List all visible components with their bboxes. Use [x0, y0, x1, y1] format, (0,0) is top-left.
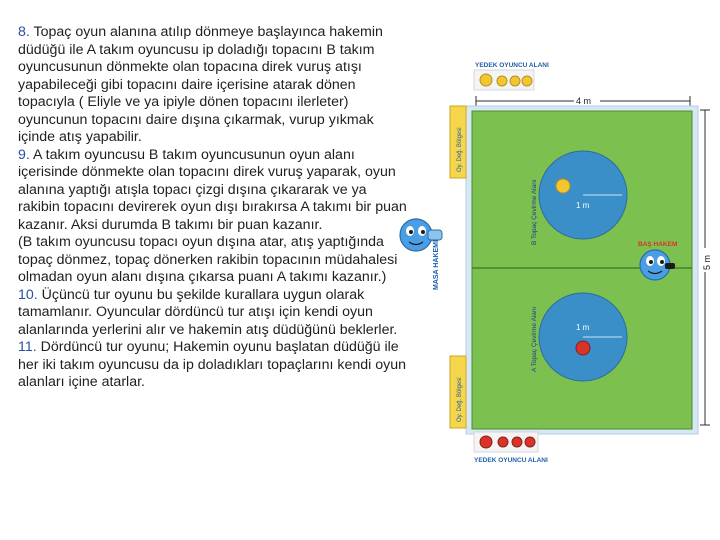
circle-a-label: A Topaç Çevirme Alanı	[531, 306, 538, 372]
team-b-top-icon	[556, 179, 570, 193]
table-referee-label: MASA HAKEMİ	[433, 240, 440, 290]
circle-a-radius-label: 1 m	[576, 323, 590, 332]
circle-b-radius-label: 1 m	[576, 201, 590, 210]
bottom-bench-players	[474, 432, 538, 452]
height-dimension	[699, 110, 712, 425]
rule-number: 10.	[18, 286, 38, 303]
team-b-player-icon	[480, 74, 492, 86]
top-bench-players	[474, 70, 534, 90]
bottom-bench-label: YEDEK OYUNCU ALANI	[474, 457, 548, 464]
head-referee-label: BAŞ HAKEM	[638, 241, 678, 248]
bottom-zone-label: Oy. Değ. Bölgesi	[457, 377, 463, 422]
team-a-player-icon	[480, 436, 492, 448]
top-bench-label: YEDEK OYUNCU ALANI	[475, 62, 549, 69]
width-label: 4 m	[576, 96, 592, 106]
team-b-player-icon	[510, 76, 520, 86]
rule-text: Dördüncü tur oyunu; Hakemin oyunu başlatan düdüğü ile her iki takım oyuncusu da ip doladıkları topaçlarını kendi oyun alanları içine atarlar.	[18, 339, 407, 390]
rule-text: (B takım oyuncusu topacı oyun dışına atar, atış yaptığında topaç dönmez, topaç dönerken rakibin topacının müdahalesi olmadan oyun alanı dışına çıkarsa puanı A takımı kazanır.)	[18, 234, 398, 285]
rule-text: A takım oyuncusu B takım oyuncusunun oyun alanı içerisinde dönmekte olan topacını direk vuruş yaparak, oyun alanına yaptığı atışla topacı çizgi dışına çıkararak ve ya rakibin topacını devirerek oyun dışı bırakırsa A takımı bir puan kazanır. Aksi durumda B takımı bir puan kazanır.	[18, 146, 407, 233]
height-label: 5 m	[702, 254, 712, 270]
team-b-player-icon	[497, 76, 507, 86]
rule-text: Üçüncü tur oyunu bu şekilde kurallara uygun olarak tamamlanır. Oyuncular dördüncü tur atışı için kendi oyun alanlarında yerlerini alır ve hakemin atış düdüğünü beklerler.	[18, 286, 398, 338]
team-a-player-icon	[498, 437, 508, 447]
team-a-top-icon	[576, 341, 590, 355]
circle-b-label: B Topaç Çevirme Alanı	[531, 179, 538, 245]
rule-number: 9.	[18, 146, 30, 163]
team-a-player-icon	[512, 437, 522, 447]
rule-text: Topaç oyun alanına atılıp dönmeye başlayınca hakemin düdüğü ile A takım oyuncusu ip doladığı topacını B takım oyuncusunun dönmekte olan topacına direk vuruş atışı yapabileceği gibi topacını daire içerisine atarak dönen topacıyla ( Eliyle ve ya ipiyle dönen topacını ilerleter) oyuncunun topacını daire dışına çıkarmak, vurup yıkmak içinde atış yapabilir.	[18, 24, 383, 145]
rule-number: 11.	[18, 339, 37, 355]
rule-number: 8.	[18, 24, 30, 40]
team-b-player-icon	[522, 76, 532, 86]
width-dimension	[476, 95, 690, 106]
top-zone-label: Oy. Değ. Bölgesi	[457, 127, 463, 172]
team-a-player-icon	[525, 437, 535, 447]
